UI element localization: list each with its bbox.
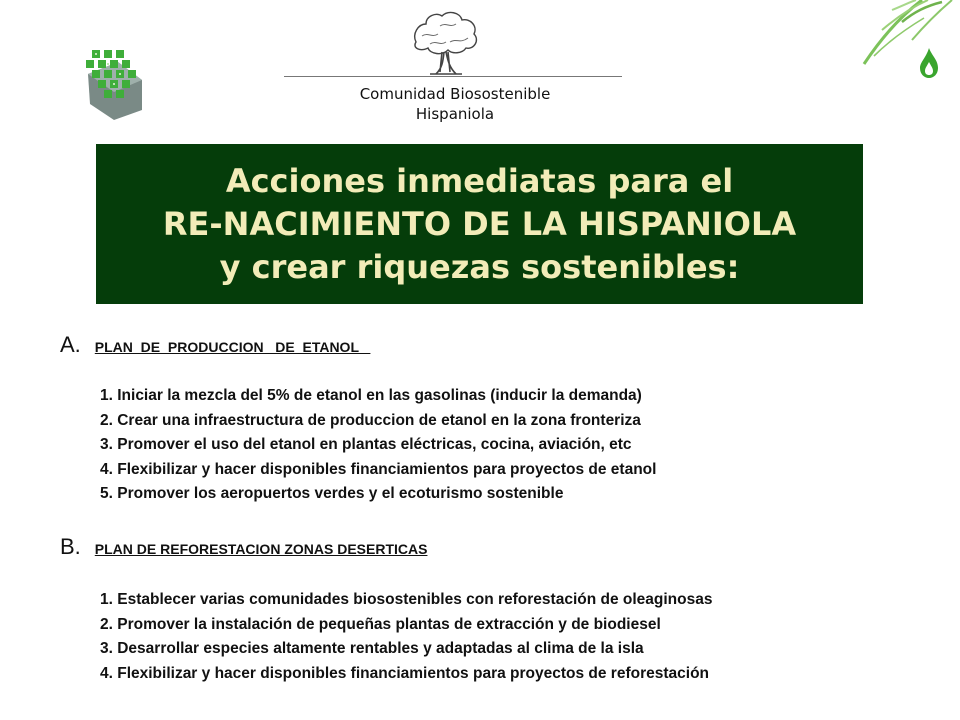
section-title: PLAN DE REFORESTACION ZONAS DESERTICAS [94, 541, 428, 557]
org-name-line1: Comunidad Biosostenible [359, 85, 551, 103]
grass-decoration-icon [852, 0, 960, 70]
section-b-heading [60, 534, 427, 558]
section-title: PLAN DE PRODUCCION DE ETANOL [94, 339, 371, 355]
list-item: 5. Promover los aeropuertos verdes y el ecoturismo sostenible [100, 485, 564, 502]
banner-title-line2: RE-NACIMIENTO DE LA HISPANIOLA [162, 204, 797, 243]
list-item: 3. Promover el uso del etanol en plantas eléctricas, cocina, aviación, etc [100, 436, 632, 453]
list-item: 3. Desarrollar especies altamente rentables y adaptadas al clima de la isla [100, 640, 644, 657]
org-name-line2: Hispaniola [415, 105, 495, 123]
section-b-list [100, 588, 712, 686]
banner-title-line1: Acciones inmediatas para el [225, 161, 734, 200]
section-letter: A. [60, 332, 81, 357]
list-item: 4. Flexibilizar y hacer disponibles financiamientos para proyectos de reforestación [100, 664, 710, 682]
list-item: 1. Iniciar la mezcla del 5% de etanol en las gasolinas (inducir la demanda) [100, 387, 642, 404]
organization-name [300, 84, 610, 124]
list-item: 2. Promover la instalación de pequeñas plantas de extracción y de biodiesel [100, 615, 661, 633]
section-letter: B. [60, 534, 81, 559]
banner-title-line3: y crear riquezas sostenibles: [219, 247, 740, 286]
list-item: 4. Flexibilizar y hacer disponibles financiamientos para proyectos de etanol [100, 460, 657, 478]
list-item: 2. Crear una infraestructura de produccion de etanol en la zona fronteriza [100, 411, 641, 429]
header-divider [284, 76, 622, 77]
section-a-heading [60, 332, 370, 356]
knot-logo-icon [78, 44, 152, 120]
section-a-list [100, 384, 656, 507]
green-flame-icon [918, 48, 940, 78]
list-item: 1. Establecer varias comunidades biosostenibles con reforestación de oleaginosas [100, 591, 713, 608]
tree-logo-icon [410, 8, 482, 78]
title-banner [96, 144, 863, 304]
